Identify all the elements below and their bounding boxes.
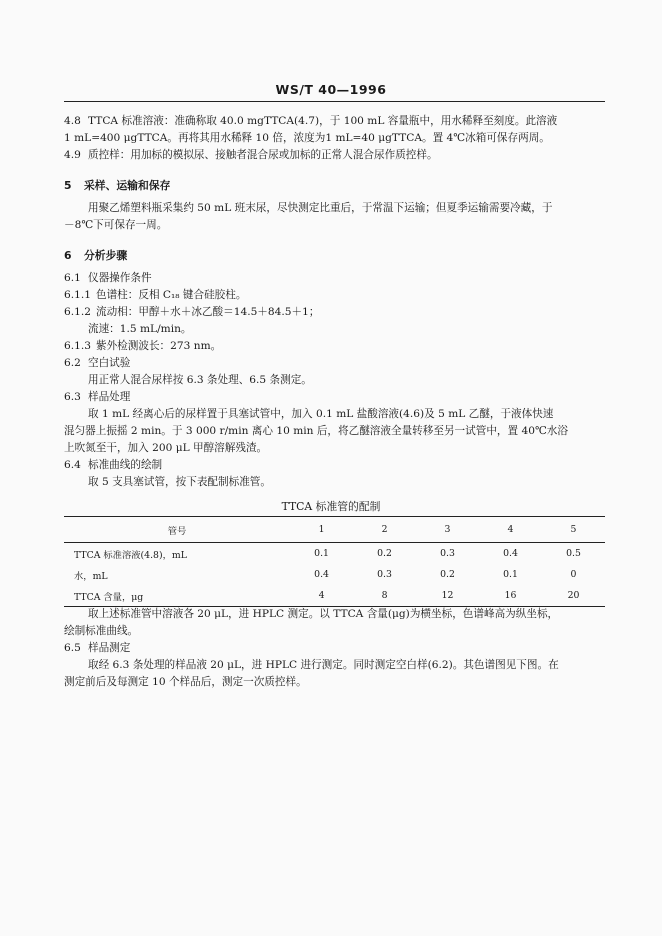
clause-6-1-2-line-2: 流速：1.5 mL/min。 bbox=[88, 323, 192, 335]
after-table-line-2: 绘制标准曲线。 bbox=[64, 625, 139, 637]
clause-number: 6.1 bbox=[64, 272, 81, 284]
section-number: 6 bbox=[64, 249, 72, 262]
clause-text: TTCA 标准溶液：准确称取 40.0 mgTTCA(4.7)，于 100 mL 容量瓶中，用水稀释至刻度。此溶液 bbox=[88, 115, 558, 127]
standard-code-header: WS/T 40—1996 bbox=[275, 82, 387, 97]
section-5-heading bbox=[64, 178, 170, 194]
row-label: TTCA 标准溶液(4.8)，mL bbox=[74, 549, 187, 561]
clause-text: 仪器操作条件 bbox=[88, 272, 152, 284]
clause-6-5 bbox=[64, 640, 605, 657]
clause-6-5-line-1: 取经 6.3 条处理的样品液 20 μL，进 HPLC 进行测定。同时测定空白样(6.2)。其色谱图见下图。在 bbox=[88, 659, 559, 671]
clause-text: 质控样：用加标的模拟尿、接触者混合尿或加标的正常人混合尿作质控样。 bbox=[88, 149, 438, 161]
section-5-line-1: 用聚乙烯塑料瓶采集约 50 mL 班末尿，尽快测定比重后，于常温下运输；但夏季运输需要冷藏，于 bbox=[88, 202, 553, 214]
clause-6-5-line-2: 测定前后及每测定 10 个样品后，测定一次质控样。 bbox=[64, 676, 307, 688]
table-header-row bbox=[64, 517, 605, 543]
clause-text: 样品处理 bbox=[88, 391, 131, 403]
table-cell: 4 bbox=[290, 585, 353, 607]
clause-number: 6.1.1 bbox=[64, 289, 91, 301]
table-cell: 0.1 bbox=[503, 569, 518, 580]
clause-number: 4.9 bbox=[64, 149, 81, 161]
row-label: TTCA 含量，μg bbox=[64, 585, 290, 607]
clause-6-1-2 bbox=[64, 304, 605, 321]
clause-number: 6.2 bbox=[64, 357, 81, 369]
clause-6-3-line-2: 混匀器上振摇 2 min。于 3 000 r/min 离心 10 min 后，将乙醚溶液全量转移至另一试管中，置 40℃水浴 bbox=[64, 425, 568, 437]
table-row bbox=[64, 564, 605, 585]
clause-text: 标准曲线的绘制 bbox=[88, 459, 163, 471]
column-header: 1 bbox=[290, 517, 353, 543]
section-title: 分析步骤 bbox=[84, 249, 128, 262]
table-cell: 12 bbox=[416, 585, 479, 607]
column-header: 5 bbox=[542, 517, 605, 543]
table-cell: 0.4 bbox=[314, 569, 329, 580]
table-cell: 0.1 bbox=[314, 548, 329, 559]
clause-text: 空白试验 bbox=[88, 357, 131, 369]
clause-text: 流动相：甲醇＋水＋冰乙酸＝14.5＋84.5＋1； bbox=[96, 306, 320, 318]
table-row bbox=[64, 543, 605, 565]
clause-number: 6.1.2 bbox=[64, 306, 91, 318]
clause-4-8-line-2: 1 mL=400 μgTTCA。再将其用水稀释 10 倍，浓度为1 mL=40 μgTTCA。置 4℃冰箱可保存两周。 bbox=[64, 132, 550, 144]
table-cell: 0.3 bbox=[440, 548, 455, 559]
column-header: 2 bbox=[353, 517, 416, 543]
section-title: 采样、运输和保存 bbox=[84, 179, 171, 192]
clause-number: 6.5 bbox=[64, 642, 81, 654]
table-row bbox=[64, 585, 605, 607]
standard-tube-table bbox=[64, 516, 605, 607]
table-cell: 0.4 bbox=[503, 548, 518, 559]
clause-text: 色谱柱：反相 C₁₈ 键合硅胶柱。 bbox=[96, 289, 247, 301]
clause-6-3-line-3: 上吹氮至干，加入 200 μL 甲醇溶解残渣。 bbox=[64, 442, 268, 454]
clause-4-9 bbox=[64, 147, 605, 164]
clause-6-3 bbox=[64, 389, 605, 406]
clause-6-4 bbox=[64, 457, 605, 474]
section-6-heading bbox=[64, 248, 127, 264]
table-cell: 8 bbox=[353, 585, 416, 607]
section-5-line-2: －8℃下可保存一周。 bbox=[64, 219, 168, 231]
clause-text: 紫外检测波长：273 nm。 bbox=[96, 340, 222, 352]
table-cell: 16 bbox=[479, 585, 542, 607]
clause-6-1-3 bbox=[64, 338, 605, 355]
header-label: 管号 bbox=[64, 517, 290, 543]
table-cell: 20 bbox=[542, 585, 605, 607]
clause-6-3-line-1: 取 1 mL 经离心后的尿样置于具塞试管中，加入 0.1 mL 盐酸溶液(4.6)及 5 mL 乙醚，于液体快速 bbox=[88, 408, 554, 420]
clause-text: 样品测定 bbox=[88, 642, 131, 654]
clause-6-1-1 bbox=[64, 287, 605, 304]
header-rule bbox=[64, 101, 605, 102]
table-cell: 0.2 bbox=[440, 569, 455, 580]
clause-6-1 bbox=[64, 270, 605, 287]
clause-number: 4.8 bbox=[64, 115, 81, 127]
column-header: 4 bbox=[479, 517, 542, 543]
clause-number: 6.1.3 bbox=[64, 340, 91, 352]
clause-6-4-line-2: 取 5 支具塞试管，按下表配制标准管。 bbox=[88, 476, 271, 488]
table-cell: 0.2 bbox=[377, 548, 392, 559]
table-caption: TTCA 标准管的配制 bbox=[281, 500, 381, 513]
section-number: 5 bbox=[64, 179, 72, 192]
after-table-line-1: 取上述标准管中溶液各 20 μL，进 HPLC 测定。以 TTCA 含量(μg)为横坐标，色谱峰高为纵坐标， bbox=[88, 608, 559, 620]
table-cell: 0.5 bbox=[566, 548, 581, 559]
clause-number: 6.3 bbox=[64, 391, 81, 403]
clause-4-8-line-1 bbox=[64, 113, 605, 130]
table-cell: 0 bbox=[570, 569, 577, 580]
clause-number: 6.4 bbox=[64, 459, 81, 471]
clause-6-2-line-2: 用正常人混合尿样按 6.3 条处理、6.5 条测定。 bbox=[88, 374, 312, 386]
row-label: 水，mL bbox=[74, 570, 108, 582]
column-header: 3 bbox=[416, 517, 479, 543]
clause-6-2 bbox=[64, 355, 605, 372]
table-cell: 0.3 bbox=[377, 569, 392, 580]
